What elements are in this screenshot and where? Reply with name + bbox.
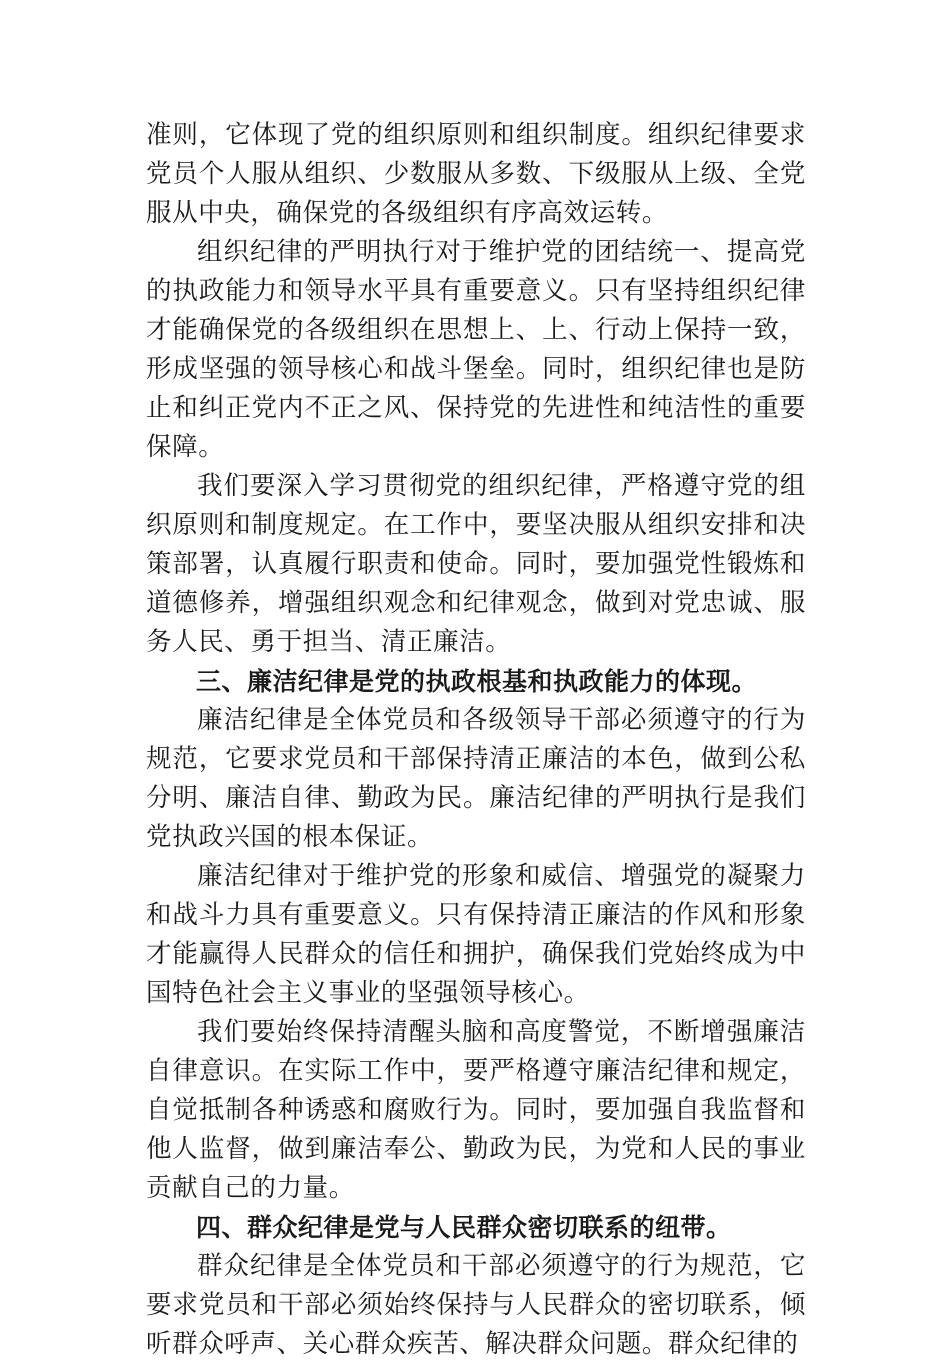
document-page	[146, 116, 806, 1364]
paragraph-organization-discipline-definition: 准则，它体现了党的组织原则和组织制度。组织纪律要求党员个人服从组织、少数服从多数、下级服从上级、全党服从中央，确保党的各级组织有序高效运转。	[146, 120, 806, 228]
paragraph-integrity-discipline-definition: 廉洁纪律是全体党员和各级领导干部必须遵守的行为规范，它要求党员和干部保持清正廉洁的本色，做到公私分明、廉洁自律、勤政为民。廉洁纪律的严明执行是我们党执政兴国的根本保证。	[146, 705, 806, 852]
paragraph-integrity-discipline-practice: 我们要始终保持清醒头脑和高度警觉，不断增强廉洁自律意识。在实际工作中，要严格遵守廉洁纪律和规定，自觉抵制各种诱惑和腐败行为。同时，要加强自我监督和他人监督，做到廉洁奉公、勤政为民，为党和人民的事业贡献自己的力量。	[146, 1017, 806, 1203]
paragraph-organization-discipline-significance: 组织纪律的严明执行对于维护党的团结统一、提高党的执政能力和领导水平具有重要意义。只有坚持组织纪律才能确保党的各级组织在思想上、上、行动上保持一致，形成坚强的领导核心和战斗堡垒。同时，组织纪律也是防止和纠正党内不正之风、保持党的先进性和纯洁性的重要保障。	[146, 237, 806, 462]
section-heading-mass-discipline: 四、群众纪律是党与人民群众密切联系的纽带。	[196, 1213, 732, 1242]
section-heading-integrity-discipline: 三、廉洁纪律是党的执政根基和执政能力的体现。	[196, 667, 758, 696]
paragraph-integrity-discipline-significance: 廉洁纪律对于维护党的形象和威信、增强党的凝聚力和战斗力具有重要意义。只有保持清正廉洁的作风和形象才能赢得人民群众的信任和拥护，确保我们党始终成为中国特色社会主义事业的坚强领导核心。	[146, 861, 806, 1008]
paragraph-mass-discipline-definition: 群众纪律是全体党员和干部必须遵守的行为规范，它要求党员和干部必须始终保持与人民群众的密切联系，倾听群众呼声、关心群众疾苦、解决群众问题。群众纪律的	[146, 1251, 806, 1359]
paragraph-organization-discipline-practice: 我们要深入学习贯彻党的组织纪律，严格遵守党的组织原则和制度规定。在工作中，要坚决服从组织安排和决策部署，认真履行职责和使命。同时，要加强党性锻炼和道德修养，增强组织观念和纪律观念，做到对党忠诚、服务人民、勇于担当、清正廉洁。	[146, 471, 806, 657]
